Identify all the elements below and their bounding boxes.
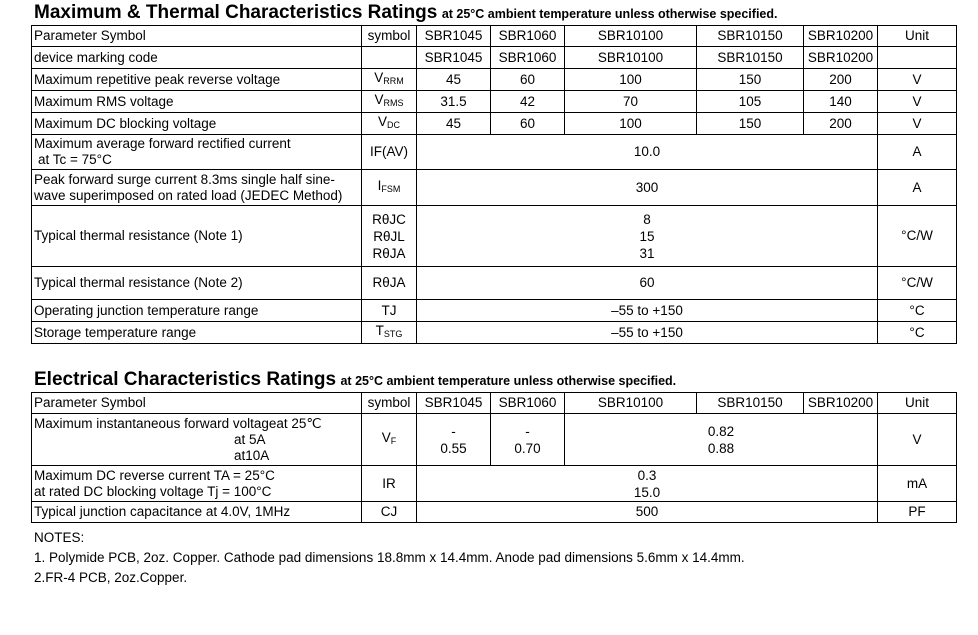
header-unit: Unit: [878, 26, 957, 47]
table1-subtitle: at 25°C ambient temperature unless otherwise specified.: [441, 7, 778, 21]
row-symbol: $V_{RRM}$: [362, 69, 417, 91]
row-symbol: IF(AV): [362, 135, 417, 170]
notes-heading: NOTES:: [34, 530, 85, 545]
row-value: SBR1045: [417, 47, 491, 69]
table-row: [32, 502, 957, 523]
row-unit: mA: [878, 466, 957, 502]
note-1: 1. Polymide PCB, 2oz. Copper. Cathode pad dimensions 18.8mm x 14.4mm. Anode pad dimensions 5.6mm x 14.4mm.: [34, 550, 745, 565]
row-unit: V: [878, 69, 957, 91]
table-row: [32, 170, 957, 206]
row-symbol: TJ: [362, 300, 417, 322]
max-thermal-ratings-table: [31, 25, 957, 344]
table-row: [32, 91, 957, 113]
row-unit: °C: [878, 300, 957, 322]
row-symbol: $V_F$: [362, 414, 417, 466]
header-unit: Unit: [878, 393, 957, 414]
row-value: SBR1060: [491, 47, 565, 69]
table2-title-block: [34, 369, 676, 391]
table-row: [32, 135, 957, 170]
row-unit: °C/W: [878, 206, 957, 267]
row-value: 150: [697, 69, 804, 91]
row-symbol: CJ: [362, 502, 417, 523]
row-value: 45: [417, 113, 491, 135]
header-col: SBR1045: [417, 393, 491, 414]
row-value: SBR10100: [565, 47, 697, 69]
row-symbol: $V_{DC}$: [362, 113, 417, 135]
table-row: [32, 47, 957, 69]
note-2: 2.FR-4 PCB, 2oz.Copper.: [34, 570, 188, 585]
row-value: - 0.70: [491, 414, 565, 466]
row-symbol: $V_{RMS}$: [362, 91, 417, 113]
table1-title: Maximum & Thermal Characteristics Ratings: [34, 2, 438, 23]
row-value: 10.0: [417, 135, 878, 170]
header-col: SBR10200: [804, 26, 878, 47]
row-unit: PF: [878, 502, 957, 523]
row-value: SBR10200: [804, 47, 878, 69]
electrical-ratings-table: [31, 392, 957, 523]
row-unit: °C: [878, 322, 957, 344]
row-value: –55 to +150: [417, 322, 878, 344]
row-unit: V: [878, 414, 957, 466]
row-label: Maximum DC blocking voltage: [32, 113, 362, 135]
table-row: [32, 267, 957, 300]
row-unit: V: [878, 91, 957, 113]
row-value: 45: [417, 69, 491, 91]
table2-title: Electrical Characteristics Ratings: [34, 369, 337, 390]
header-col: SBR10100: [565, 393, 697, 414]
row-label: Maximum average forward rectified current at Tc = 75°C: [32, 135, 362, 170]
table1-title-block: [34, 2, 777, 24]
row-unit: V: [878, 113, 957, 135]
row-symbol: [362, 47, 417, 69]
row-value: 0.3 15.0: [417, 466, 878, 502]
row-value: 140: [804, 91, 878, 113]
row-symbol: RθJA: [362, 267, 417, 300]
row-value: 60: [491, 69, 565, 91]
row-value: 60: [491, 113, 565, 135]
row-unit: °C/W: [878, 267, 957, 300]
table-row: [32, 466, 957, 502]
table-row: [32, 414, 957, 466]
header-col: SBR10150: [697, 26, 804, 47]
row-value: 100: [565, 69, 697, 91]
header-col: SBR10100: [565, 26, 697, 47]
row-label: Maximum RMS voltage: [32, 91, 362, 113]
notes-section: [34, 528, 745, 588]
header-col: SBR1060: [491, 26, 565, 47]
row-value: 100: [565, 113, 697, 135]
row-value: 105: [697, 91, 804, 113]
row-label: Typical thermal resistance (Note 1): [32, 206, 362, 267]
header-param: Parameter Symbol: [32, 393, 362, 414]
table-row: [32, 113, 957, 135]
row-label: Peak forward surge current 8.3ms single half sine- wave superimposed on rated load (JEDEC Method): [32, 170, 362, 206]
row-unit: [878, 47, 957, 69]
row-value: 0.82 0.88: [565, 414, 878, 466]
header-symbol: symbol: [362, 26, 417, 47]
row-value: 150: [697, 113, 804, 135]
row-value: - 0.55: [417, 414, 491, 466]
row-label: Maximum instantaneous forward voltageat 25℃ at 5A at10A: [32, 414, 362, 466]
row-value: 200: [804, 69, 878, 91]
row-symbol: $T_{STG}$: [362, 322, 417, 344]
table-row: [32, 322, 957, 344]
header-param: Parameter Symbol: [32, 26, 362, 47]
row-label: Typical thermal resistance (Note 2): [32, 267, 362, 300]
header-col: SBR10150: [697, 393, 804, 414]
row-label: device marking code: [32, 47, 362, 69]
row-value: 31.5: [417, 91, 491, 113]
row-value: 500: [417, 502, 878, 523]
table-header-row: [32, 26, 957, 47]
header-col: SBR10200: [804, 393, 878, 414]
row-value: 300: [417, 170, 878, 206]
header-col: SBR1045: [417, 26, 491, 47]
row-label: Storage temperature range: [32, 322, 362, 344]
row-value: 200: [804, 113, 878, 135]
row-label: Maximum repetitive peak reverse voltage: [32, 69, 362, 91]
row-label: Maximum DC reverse current TA = 25°C at rated DC blocking voltage Tj = 100°C: [32, 466, 362, 502]
row-label: Operating junction temperature range: [32, 300, 362, 322]
row-symbol: RθJC RθJL RθJA: [362, 206, 417, 267]
row-value: –55 to +150: [417, 300, 878, 322]
table2-subtitle: at 25°C ambient temperature unless otherwise specified.: [340, 374, 677, 388]
row-value: 60: [417, 267, 878, 300]
row-value: 70: [565, 91, 697, 113]
table-header-row: [32, 393, 957, 414]
row-value: 42: [491, 91, 565, 113]
table-row: [32, 206, 957, 267]
row-unit: A: [878, 135, 957, 170]
header-symbol: symbol: [362, 393, 417, 414]
header-col: SBR1060: [491, 393, 565, 414]
row-symbol: $I_{FSM}$: [362, 170, 417, 206]
row-label: Typical junction capacitance at 4.0V, 1MHz: [32, 502, 362, 523]
row-value: SBR10150: [697, 47, 804, 69]
row-symbol: IR: [362, 466, 417, 502]
table-row: [32, 300, 957, 322]
row-unit: A: [878, 170, 957, 206]
row-value: 8 15 31: [417, 206, 878, 267]
table-row: [32, 69, 957, 91]
